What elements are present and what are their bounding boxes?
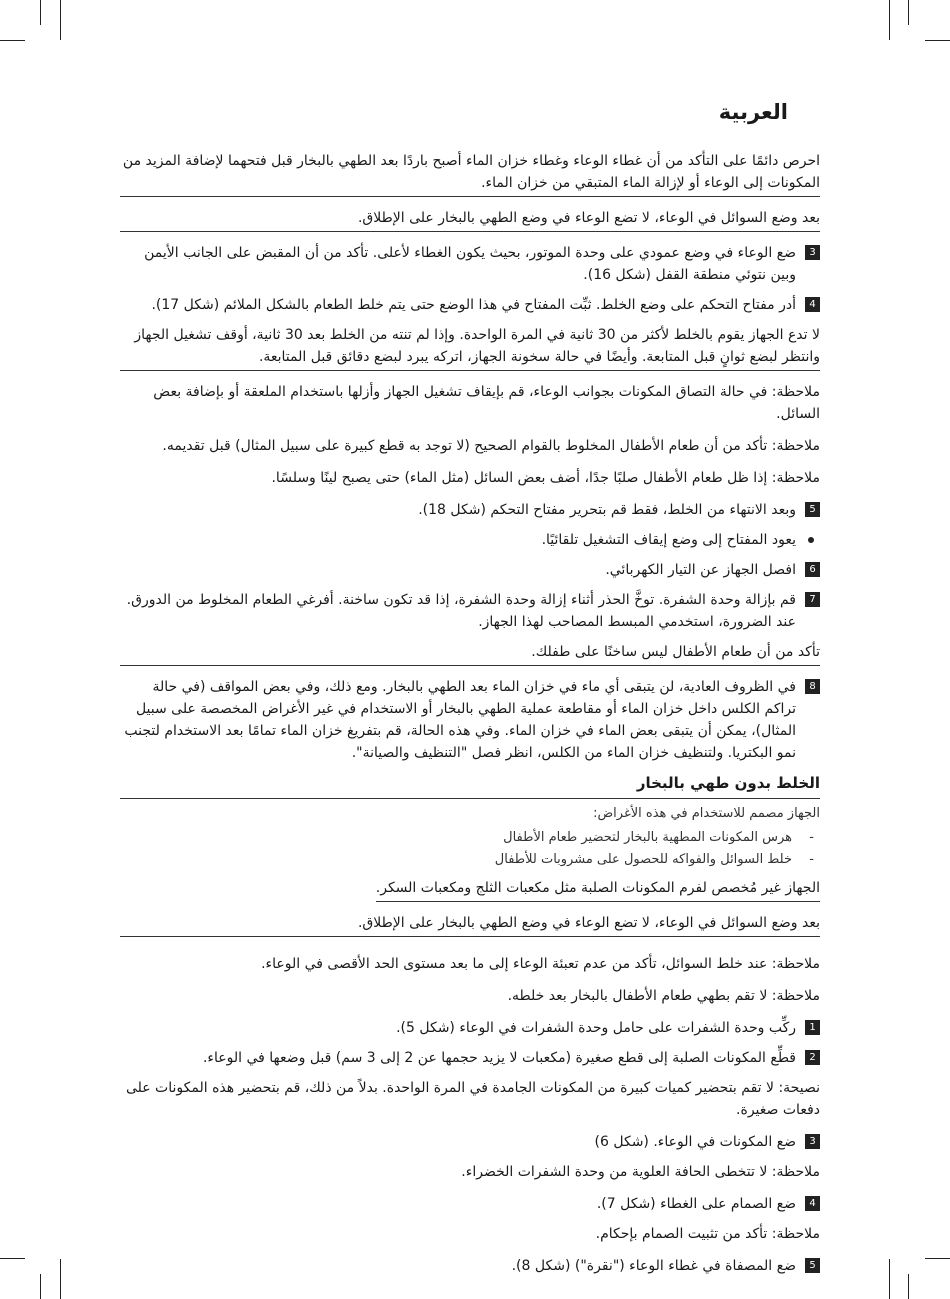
step-number-badge: 1 xyxy=(805,1020,820,1035)
step-number-badge: 2 xyxy=(805,1050,820,1065)
note-paragraph: ملاحظة: في حالة التصاق المكونات بجوانب الوعاء، قم بإيقاف تشغيل الجهاز وأزلها باستخدام الملعقة أو بإضافة بعض السائل. xyxy=(153,384,820,422)
step-text: ضع الصمام على الغطاء (شكل 7). xyxy=(596,1196,796,1212)
numbered-step xyxy=(120,242,820,286)
intro-text: الجهاز مصمم للاستخدام في هذه الأغراض: xyxy=(593,806,820,821)
step-number-badge: 5 xyxy=(805,502,820,517)
crop-mark xyxy=(0,40,25,41)
numbered-step xyxy=(120,559,820,581)
note-paragraph: نصيحة: لا تقم بتحضير كميات كبيرة من المكونات الجامدة في المرة الواحدة. بدلاً من ذلك، قم بتحضير هذه المكونات على دفعات صغيرة. xyxy=(125,1080,820,1118)
warning-text: بعد وضع السوائل في الوعاء، لا تضع الوعاء في وضع الطهي بالبخار على الإطلاق. xyxy=(120,207,820,232)
numbered-step xyxy=(120,1017,820,1039)
step-text: ضع الوعاء في وضع عمودي على وحدة الموتور، بحيث يكون الغطاء لأعلى. تأكد من أن المقبض على الجانب الأيمن وبين نتوئي منطقة القفل (شكل 16). xyxy=(144,245,796,283)
step-number-badge: 3 xyxy=(805,245,820,260)
step-text: ضع المكونات في الوعاء. (شكل 6) xyxy=(594,1134,796,1150)
note-paragraph: ملاحظة: عند خلط السوائل، تأكد من عدم تعبئة الوعاء إلى ما بعد مستوى الحد الأقصى في الوعاء. xyxy=(261,956,820,972)
step-text: في الظروف العادية، لن يتبقى أي ماء في خزان الماء بعد الطهي بالبخار. ومع ذلك، وفي بعض المواقف (في حالة تراكم الكلس داخل خزان الماء أو مقاطعة عملية الطهي بالبخار أو الاستخدام في غير الأغراض المخصصة على سبيل المثال)، يمكن أن يتبقى بعض الماء في خزان الماء. وفي هذه الحالة، قم بتفريغ خزان الماء تمامًا بعد الاستخدام لتجنب نمو البكتريا. ولتنظيف خزان الماء من الكلس، انظر فصل "التنظيف والصيانة". xyxy=(124,679,796,761)
step-number-badge: 5 xyxy=(805,1258,820,1273)
step-number-badge: 4 xyxy=(805,297,820,312)
warning-text: لا تدع الجهاز يقوم بالخلط لأكثر من 30 ثانية في المرة الواحدة. وإذا لم تنته من الخلط بعد 30 ثانية، أوقف تشغيل الجهاز وانتظر لبضع ثوانٍ قبل المتابعة. وأيضًا في حالة سخونة الجهاز، اتركه يبرد لبضع دقائق قبل المتابعة. xyxy=(120,324,820,371)
note-paragraph: ملاحظة: تأكد من أن طعام الأطفال المخلوط بالقوام الصحيح (لا توجد به قطع كبيرة على سبيل المثال) قبل تقديمه. xyxy=(162,438,820,454)
note-paragraph: ملاحظة: لا تقم بطهي طعام الأطفال بالبخار بعد خلطه. xyxy=(507,988,820,1004)
note-paragraph: ملاحظة: لا تتخطى الحافة العلوية من وحدة الشفرات الخضراء. xyxy=(461,1164,820,1180)
warning-text: احرص دائمًا على التأكد من أن غطاء الوعاء وغطاء خزان الماء أصبح باردًا بعد الطهي بالبخار قبل فتحهما لإضافة المزيد من المكونات إلى الوعاء أو لإزالة الماء المتبقي من خزان الماء. xyxy=(120,150,820,197)
note-paragraph: ملاحظة: تأكد من تثبيت الصمام بإحكام. xyxy=(595,1226,820,1242)
step-text: قم بإزالة وحدة الشفرة. توخَّ الحذر أثناء إزالة وحدة الشفرة، إذا قد تكون ساخنة. أفرغي الطعام المخلوط من الدورق. عند الضرورة، استخدمي المبسط المصاحب لهذا الجهاز. xyxy=(126,592,796,630)
step-text: وبعد الانتهاء من الخلط، فقط قم بتحرير مفتاح التحكم (شكل 18). xyxy=(418,502,796,518)
step-text: قطِّع المكونات الصلبة إلى قطع صغيرة (مكعبات لا يزيد حجمها عن 2 إلى 3 سم) قبل وضعها في الوعاء. xyxy=(202,1050,796,1066)
step-text: أدر مفتاح التحكم على وضع الخلط. ثبِّت المفتاح في هذا الوضع حتى يتم خلط الطعام بالشكل الملائم (شكل 17). xyxy=(151,297,796,313)
crop-mark xyxy=(889,0,890,40)
numbered-step xyxy=(120,499,820,521)
numbered-step xyxy=(120,1193,820,1215)
numbered-step xyxy=(120,589,820,633)
dash-list-item xyxy=(120,849,820,871)
step-number-badge: 4 xyxy=(805,1196,820,1211)
crop-mark xyxy=(60,1259,61,1299)
step-text: ركِّب وحدة الشفرات على حامل وحدة الشفرات في الوعاء (شكل 5). xyxy=(396,1020,796,1036)
crop-mark xyxy=(40,1274,41,1299)
section-heading: الخلط بدون طهي بالبخار xyxy=(120,772,820,799)
numbered-step xyxy=(120,676,820,764)
page-language-header: العربية xyxy=(718,100,788,124)
step-text: ضع المصفاة في غطاء الوعاء ("نقرة") (شكل 8). xyxy=(511,1258,796,1274)
step-number-badge: 8 xyxy=(805,679,820,694)
crop-mark xyxy=(60,0,61,40)
dash-marker: - xyxy=(809,852,814,867)
warning-text: تأكد من أن طعام الأطفال ليس ساخنًا على طفلك. xyxy=(120,641,820,666)
numbered-step xyxy=(120,1131,820,1153)
manual-content xyxy=(120,150,820,1285)
warning-text: بعد وضع السوائل في الوعاء، لا تضع الوعاء في وضع الطهي بالبخار على الإطلاق. xyxy=(120,912,820,937)
dash-text: خلط السوائل والفواكه للحصول على مشروبات للأطفال xyxy=(494,852,792,867)
warning-text: الجهاز غير مُخصص لفرم المكونات الصلبة مثل مكعبات الثلج ومكعبات السكر. xyxy=(376,877,820,902)
crop-mark xyxy=(0,1258,25,1259)
step-text: افصل الجهاز عن التيار الكهربائي. xyxy=(605,562,796,578)
crop-mark xyxy=(925,1258,950,1259)
step-number-badge: 7 xyxy=(805,592,820,607)
crop-mark xyxy=(908,0,909,25)
dash-text: هرس المكونات المطهية بالبخار لتحضير طعام الأطفال xyxy=(503,830,792,845)
bullet-dot-icon xyxy=(808,537,814,543)
dash-marker: - xyxy=(809,830,814,845)
numbered-step xyxy=(120,1255,820,1277)
note-paragraph: ملاحظة: إذا ظل طعام الأطفال صلبًا جدًا، أضف بعض السائل (مثل الماء) حتى يصبح لينًا وسلسًا. xyxy=(271,470,820,486)
step-number-badge: 3 xyxy=(805,1134,820,1149)
crop-mark xyxy=(40,0,41,25)
crop-mark xyxy=(889,1259,890,1299)
numbered-step xyxy=(120,1047,820,1069)
step-number-badge: 6 xyxy=(805,562,820,577)
bullet-text: يعود المفتاح إلى وضع إيقاف التشغيل تلقائيًا. xyxy=(541,532,796,548)
crop-mark xyxy=(908,1274,909,1299)
bullet-item xyxy=(120,529,820,551)
dash-list-item xyxy=(120,827,820,849)
numbered-step xyxy=(120,294,820,316)
crop-mark xyxy=(925,40,950,41)
